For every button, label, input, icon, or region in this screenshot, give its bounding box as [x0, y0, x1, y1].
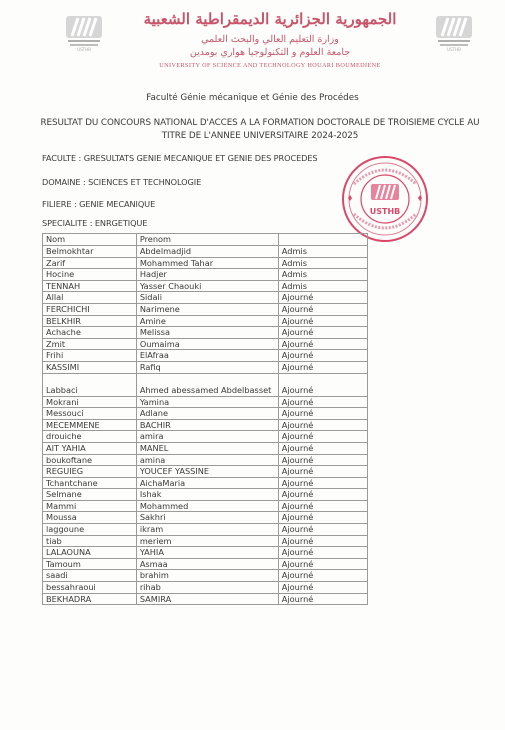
nom-cell: laggoune [43, 524, 137, 536]
prenom-cell: MANEL [136, 442, 278, 454]
table-row [43, 292, 368, 304]
prenom-cell: Asmaa [136, 558, 278, 570]
nom-cell: Achache [43, 327, 137, 339]
nom-cell: AIT YAHIA [43, 442, 137, 454]
table-row [43, 280, 368, 292]
table-row [43, 373, 368, 396]
arabic-republic-title: الجمهورية الجزائرية الديمقراطية الشعبية [143, 10, 397, 28]
table-row [43, 547, 368, 559]
nom-cell: Allal [43, 292, 137, 304]
nom-cell: boukoftane [43, 454, 137, 466]
prenom-cell: Narimene [136, 303, 278, 315]
nom-cell: Tchantchane [43, 477, 137, 489]
domaine-line: DOMAINE : SCIENCES ET TECHNOLOGIE [42, 177, 202, 187]
result-cell: Ajourné [278, 489, 367, 501]
nom-cell: LALAOUNA [43, 547, 137, 559]
prenom-cell: YOUCEF YASSINE [136, 466, 278, 478]
table-row [43, 442, 368, 454]
prenom-cell: Sakhri [136, 512, 278, 524]
table-row [43, 535, 368, 547]
prenom-cell: Adlane [136, 408, 278, 420]
result-cell: Ajourné [278, 408, 367, 420]
nom-cell: Belmokhtar [43, 246, 137, 258]
faculty-title: Faculté Génie mécanique et Génie des Procédes [146, 93, 359, 103]
nom-cell: Selmane [43, 489, 137, 501]
header-nom: Nom [43, 234, 137, 246]
prenom-cell: BACHIR [136, 419, 278, 431]
university-name: UNIVERSITY OF SCIENCE AND TECHNOLOGY HOUARI BOUMEDIENE [159, 62, 381, 69]
result-cell: Ajourné [278, 338, 367, 350]
prenom-cell: SAMIRA [136, 593, 278, 605]
svg-text:USTHB: USTHB [77, 47, 91, 52]
result-cell: Ajourné [278, 570, 367, 582]
table-row [43, 524, 368, 536]
result-cell: Admis [278, 246, 367, 258]
prenom-cell: amira [136, 431, 278, 443]
result-cell: Ajourné [278, 327, 367, 339]
prenom-cell: Oumaima [136, 338, 278, 350]
nom-cell: Messouci [43, 408, 137, 420]
result-cell: Ajourné [278, 292, 367, 304]
table-row [43, 419, 368, 431]
prenom-cell: Ishak [136, 489, 278, 501]
usthb-logo-right [432, 12, 476, 52]
result-cell: Ajourné [278, 477, 367, 489]
table-header-row [43, 234, 368, 246]
nom-cell: BEKHADRA [43, 593, 137, 605]
table-row [43, 327, 368, 339]
nom-cell: bessahraoui [43, 582, 137, 594]
svg-text:USTHB: USTHB [369, 207, 401, 216]
prenom-cell: Abdelmadjid [136, 246, 278, 258]
table-row [43, 396, 368, 408]
result-cell: Ajourné [278, 396, 367, 408]
table-row [43, 408, 368, 420]
arabic-ministry: وزارة التعليم العالي والبحث العلمي [201, 34, 339, 45]
result-cell: Ajourné [278, 303, 367, 315]
nom-cell: REGUIEG [43, 466, 137, 478]
prenom-cell: Ahmed abessamed Abdelbasset [136, 373, 278, 396]
table-row [43, 489, 368, 501]
table-row [43, 338, 368, 350]
title-line-2: TITRE DE L'ANNEE UNIVERSITAIRE 2024-2025 [161, 131, 359, 141]
nom-cell: Hocine [43, 269, 137, 281]
result-cell: Ajourné [278, 524, 367, 536]
result-cell: Ajourné [278, 547, 367, 559]
title-line-1: RESULTAT DU CONCOURS NATIONAL D'ACCES A LA FORMATION DOCTORALE DE TROISIEME CYCLE AU [40, 118, 480, 128]
filiere-line: FILIERE : GENIE MECANIQUE [42, 199, 156, 209]
prenom-cell: amina [136, 454, 278, 466]
result-cell: Ajourné [278, 558, 367, 570]
result-cell: Ajourné [278, 431, 367, 443]
table-row [43, 466, 368, 478]
table-row [43, 303, 368, 315]
usthb-logo-left [62, 12, 106, 52]
official-stamp [340, 154, 430, 244]
nom-cell: Zmit [43, 338, 137, 350]
result-cell: Ajourné [278, 454, 367, 466]
nom-cell: saadi [43, 570, 137, 582]
result-cell: Ajourné [278, 582, 367, 594]
nom-cell: Tamoum [43, 558, 137, 570]
prenom-cell: Amine [136, 315, 278, 327]
prenom-cell: Melissa [136, 327, 278, 339]
result-cell: Ajourné [278, 350, 367, 362]
result-cell: Ajourné [278, 593, 367, 605]
table-row [43, 593, 368, 605]
result-cell: Ajourné [278, 361, 367, 373]
table-row [43, 500, 368, 512]
table-row [43, 570, 368, 582]
svg-text:USTHB: USTHB [447, 47, 461, 52]
results-table [42, 233, 368, 605]
table-row [43, 431, 368, 443]
nom-cell: TENNAH [43, 280, 137, 292]
result-cell: Ajourné [278, 373, 367, 396]
faculte-line: FACULTE : GRESULTATS GENIE MECANIQUE ET GENIE DES PROCEDES [42, 153, 318, 163]
nom-cell: Mokrani [43, 396, 137, 408]
table-row [43, 558, 368, 570]
table-row [43, 269, 368, 281]
table-row [43, 257, 368, 269]
specialite-line: SPECIALITE : ENRGETIQUE [42, 218, 148, 228]
result-cell: Ajourné [278, 442, 367, 454]
result-cell: Ajourné [278, 535, 367, 547]
prenom-cell: Mohammed [136, 500, 278, 512]
nom-cell: Mammi [43, 500, 137, 512]
prenom-cell: YAHIA [136, 547, 278, 559]
prenom-cell: Hadjer [136, 269, 278, 281]
document-title [30, 117, 490, 143]
nom-cell: tiab [43, 535, 137, 547]
table-row [43, 315, 368, 327]
letterhead [0, 0, 505, 85]
nom-cell: Zarif [43, 257, 137, 269]
prenom-cell: Mohammed Tahar [136, 257, 278, 269]
prenom-cell: meriem [136, 535, 278, 547]
prenom-cell: Yasser Chaouki [136, 280, 278, 292]
nom-cell: MECEMMENE [43, 419, 137, 431]
prenom-cell: ikram [136, 524, 278, 536]
prenom-cell: rihab [136, 582, 278, 594]
prenom-cell: Yamina [136, 396, 278, 408]
table-row [43, 361, 368, 373]
table-row [43, 246, 368, 258]
result-cell: Admis [278, 257, 367, 269]
result-cell: Ajourné [278, 512, 367, 524]
table-row [43, 477, 368, 489]
table-row [43, 512, 368, 524]
prenom-cell: Rafiq [136, 361, 278, 373]
nom-cell: Frihi [43, 350, 137, 362]
result-cell: Ajourné [278, 419, 367, 431]
result-cell: Ajourné [278, 315, 367, 327]
nom-cell: Labbaci [43, 373, 137, 396]
result-cell: Admis [278, 269, 367, 281]
prenom-cell: AichaMaria [136, 477, 278, 489]
nom-cell: BELKHIR [43, 315, 137, 327]
result-cell: Ajourné [278, 500, 367, 512]
nom-cell: drouiche [43, 431, 137, 443]
result-cell: Admis [278, 280, 367, 292]
table-row [43, 350, 368, 362]
nom-cell: FERCHICHI [43, 303, 137, 315]
header-prenom: Prenom [136, 234, 278, 246]
table-row [43, 582, 368, 594]
nom-cell: KASSIMI [43, 361, 137, 373]
arabic-university: جامعة العلوم و التكنولوجيا هواري بومدين [189, 47, 351, 58]
prenom-cell: Sidali [136, 292, 278, 304]
table-row [43, 454, 368, 466]
header-result [278, 234, 367, 246]
result-cell: Ajourné [278, 466, 367, 478]
prenom-cell: brahim [136, 570, 278, 582]
prenom-cell: ElAfraa [136, 350, 278, 362]
nom-cell: Moussa [43, 512, 137, 524]
